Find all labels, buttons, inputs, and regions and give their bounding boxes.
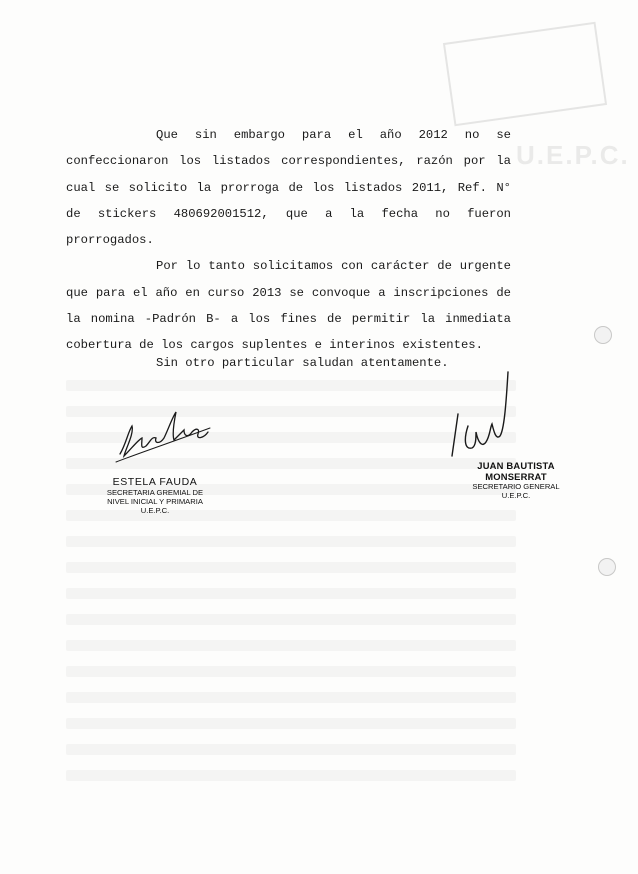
signature-scribble-left	[112, 404, 222, 466]
bleed-through-letterhead: U.E.P.C.	[516, 140, 630, 170]
signatory-role: SECRETARIA GREMIAL DE	[106, 488, 204, 497]
signature-scribble-right	[446, 366, 526, 462]
closing-line: Sin otro particular saludan atentamente.	[156, 356, 449, 370]
punch-hole	[598, 558, 616, 576]
signature-block-right	[452, 460, 580, 500]
signatory-name: JUAN BAUTISTA MONSERRAT	[477, 460, 555, 482]
signatory-role: NIVEL INICIAL Y PRIMARIA	[107, 497, 203, 506]
signatory-role: U.E.P.C.	[501, 491, 531, 500]
punch-hole	[594, 326, 612, 344]
signatory-role: SECRETARIO GENERAL	[472, 482, 560, 491]
signatory-role: U.E.P.C.	[140, 506, 170, 515]
letter-body	[66, 122, 511, 359]
paragraph: Que sin embargo para el año 2012 no se confeccionaron los listados correspondientes, razón por la cual se solicito la prorroga de los listados 2011, Ref. N° de stickers 480692001512, que a la fecha no fueron prorrogados.	[66, 128, 511, 248]
bleed-through-stamp	[443, 22, 607, 127]
signatory-name: ESTELA FAUDA	[112, 476, 198, 488]
paragraph: Por lo tanto solicitamos con carácter de urgente que para el año en curso 2013 se convoque a inscripciones de la nomina -Padrón B- a los fines de permitir la inmediata cobertura de los cargos suplentes e interinos existentes.	[66, 259, 511, 353]
signature-block-left	[98, 476, 212, 515]
